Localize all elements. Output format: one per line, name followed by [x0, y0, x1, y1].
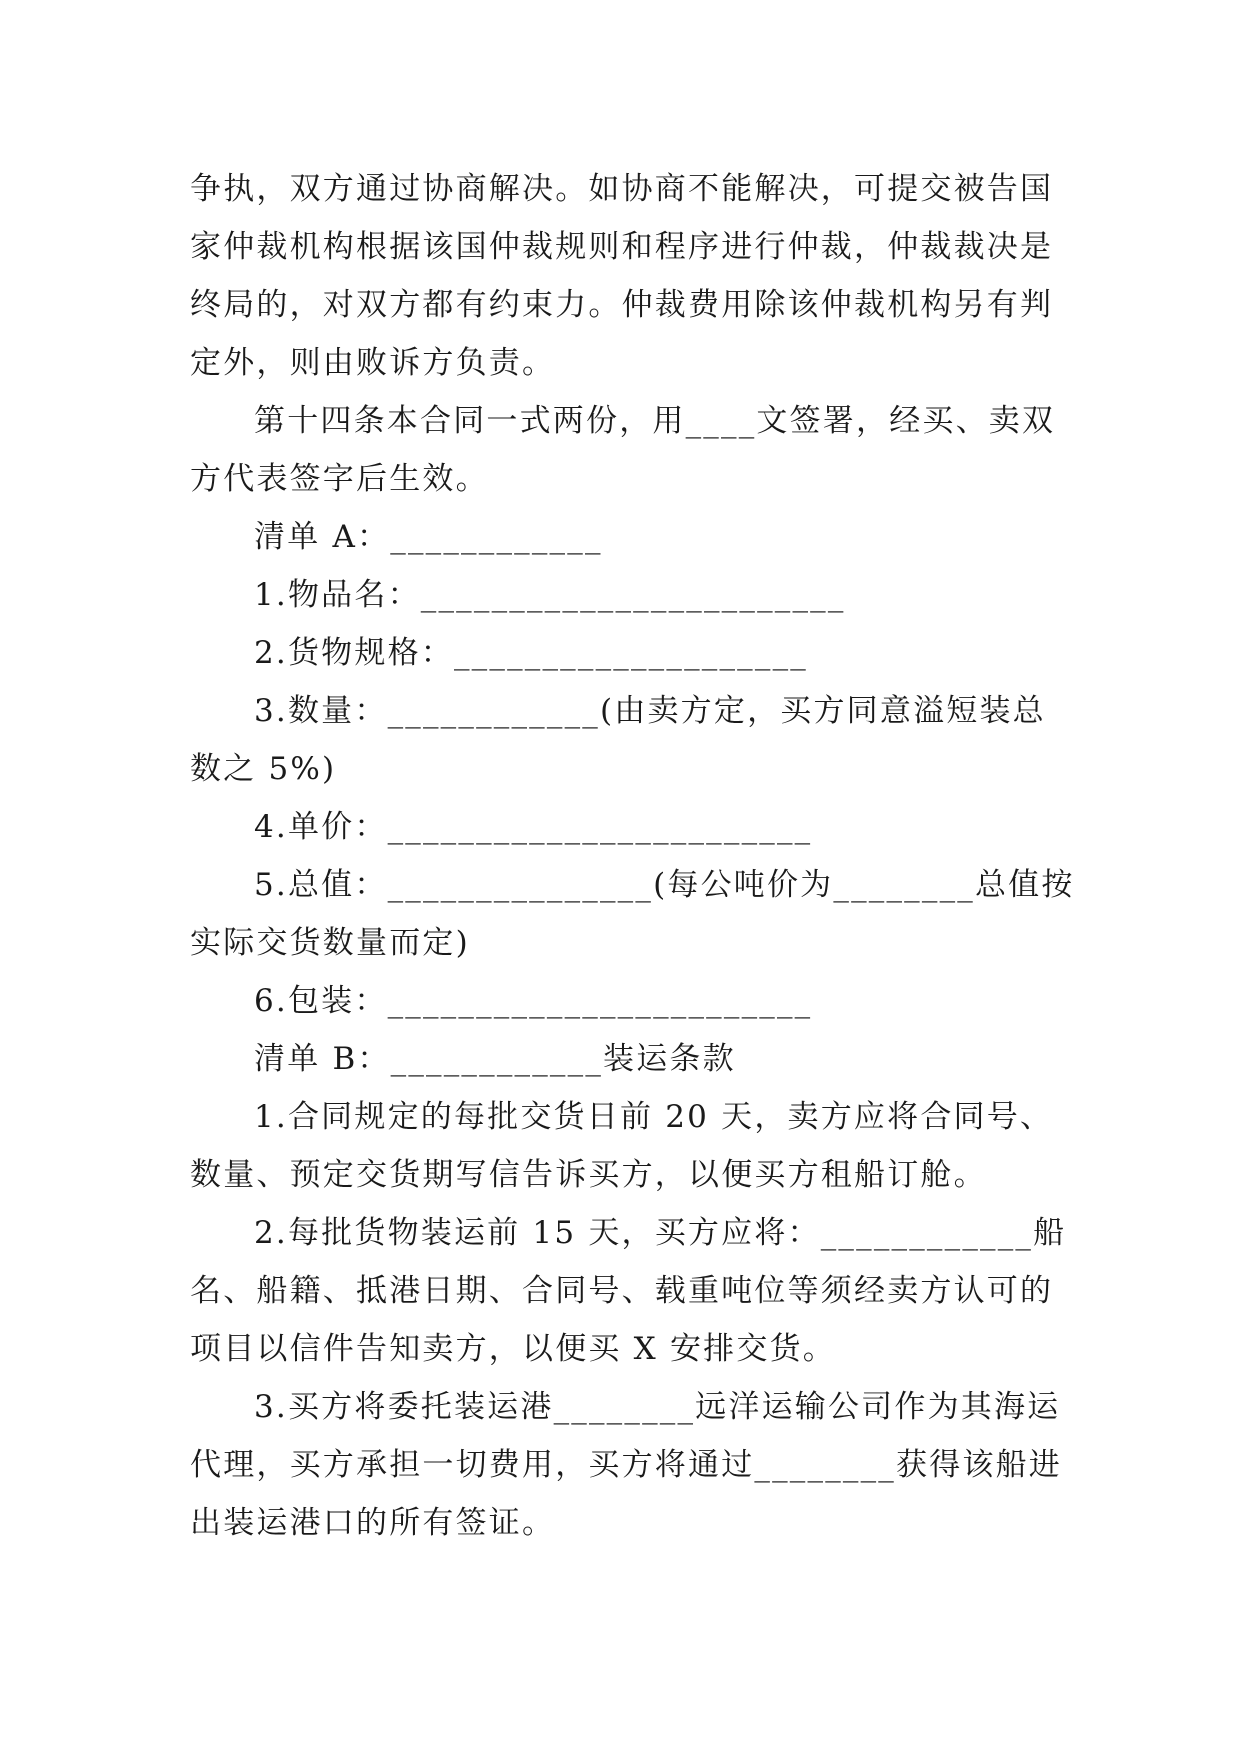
text-line: 实际交货数量而定) — [190, 925, 470, 961]
text-line: 方代表签字后生效。 — [190, 461, 489, 497]
paragraph-shipping-3 — [190, 1378, 1062, 1552]
text-line: 4.单价：________________________ — [254, 809, 813, 845]
paragraph-item-name — [190, 566, 1050, 624]
document-body — [190, 160, 1075, 1552]
paragraph-unit-price — [190, 798, 1050, 856]
text-line: 2.货物规格：____________________ — [254, 635, 808, 671]
text-line: 出装运港口的所有签证。 — [190, 1505, 556, 1541]
text-line: 终局的，对双方都有约束力。仲裁费用除该仲裁机构另有判 — [190, 287, 1054, 323]
text-line: 数量、预定交货期写信告诉买方，以便买方租船订舱。 — [190, 1157, 987, 1193]
text-line: 5.总值：_______________(每公吨价为________总值按 — [254, 867, 1075, 903]
text-line: 代理，买方承担一切费用，买方将通过________获得该船进 — [190, 1447, 1062, 1483]
text-line: 数之 5%) — [190, 751, 337, 787]
paragraph-shipping-1 — [190, 1088, 1054, 1204]
paragraph-list-a — [190, 508, 1050, 566]
paragraph-goods-spec — [190, 624, 1050, 682]
text-line: 清单 B：____________装运条款 — [254, 1041, 736, 1077]
text-line: 1.合同规定的每批交货日前 20 天，卖方应将合同号、 — [254, 1099, 1054, 1135]
text-line: 6.包装：________________________ — [254, 983, 813, 1019]
text-line: 名、船籍、抵港日期、合同号、载重吨位等须经卖方认可的 — [190, 1273, 1054, 1309]
text-line: 定外，则由败诉方负责。 — [190, 345, 556, 381]
paragraph-shipping-2 — [190, 1204, 1067, 1378]
text-line: 第十四条本合同一式两份，用____文签署，经买、卖双 — [254, 403, 1056, 439]
text-line: 争执，双方通过协商解决。如协商不能解决，可提交被告国 — [190, 171, 1054, 207]
text-line: 家仲裁机构根据该国仲裁规则和程序进行仲裁，仲裁裁决是 — [190, 229, 1054, 265]
paragraph-dispute-resolution — [190, 160, 1054, 392]
paragraph-list-b — [190, 1030, 1050, 1088]
text-line: 项目以信件告知卖方，以便买 X 安排交货。 — [190, 1331, 836, 1367]
paragraph-article-14 — [190, 392, 1056, 508]
paragraph-packaging — [190, 972, 1050, 1030]
text-line: 2.每批货物装运前 15 天，买方应将：____________船 — [254, 1215, 1067, 1251]
text-line: 1.物品名：________________________ — [254, 577, 846, 613]
text-line: 3.数量：____________(由卖方定，买方同意溢短装总 — [254, 693, 1046, 729]
text-line: 清单 A：____________ — [254, 519, 603, 555]
paragraph-quantity — [190, 682, 1050, 798]
text-line: 3.买方将委托装运港________远洋运输公司作为其海运 — [254, 1389, 1061, 1425]
paragraph-total-value — [190, 856, 1075, 972]
